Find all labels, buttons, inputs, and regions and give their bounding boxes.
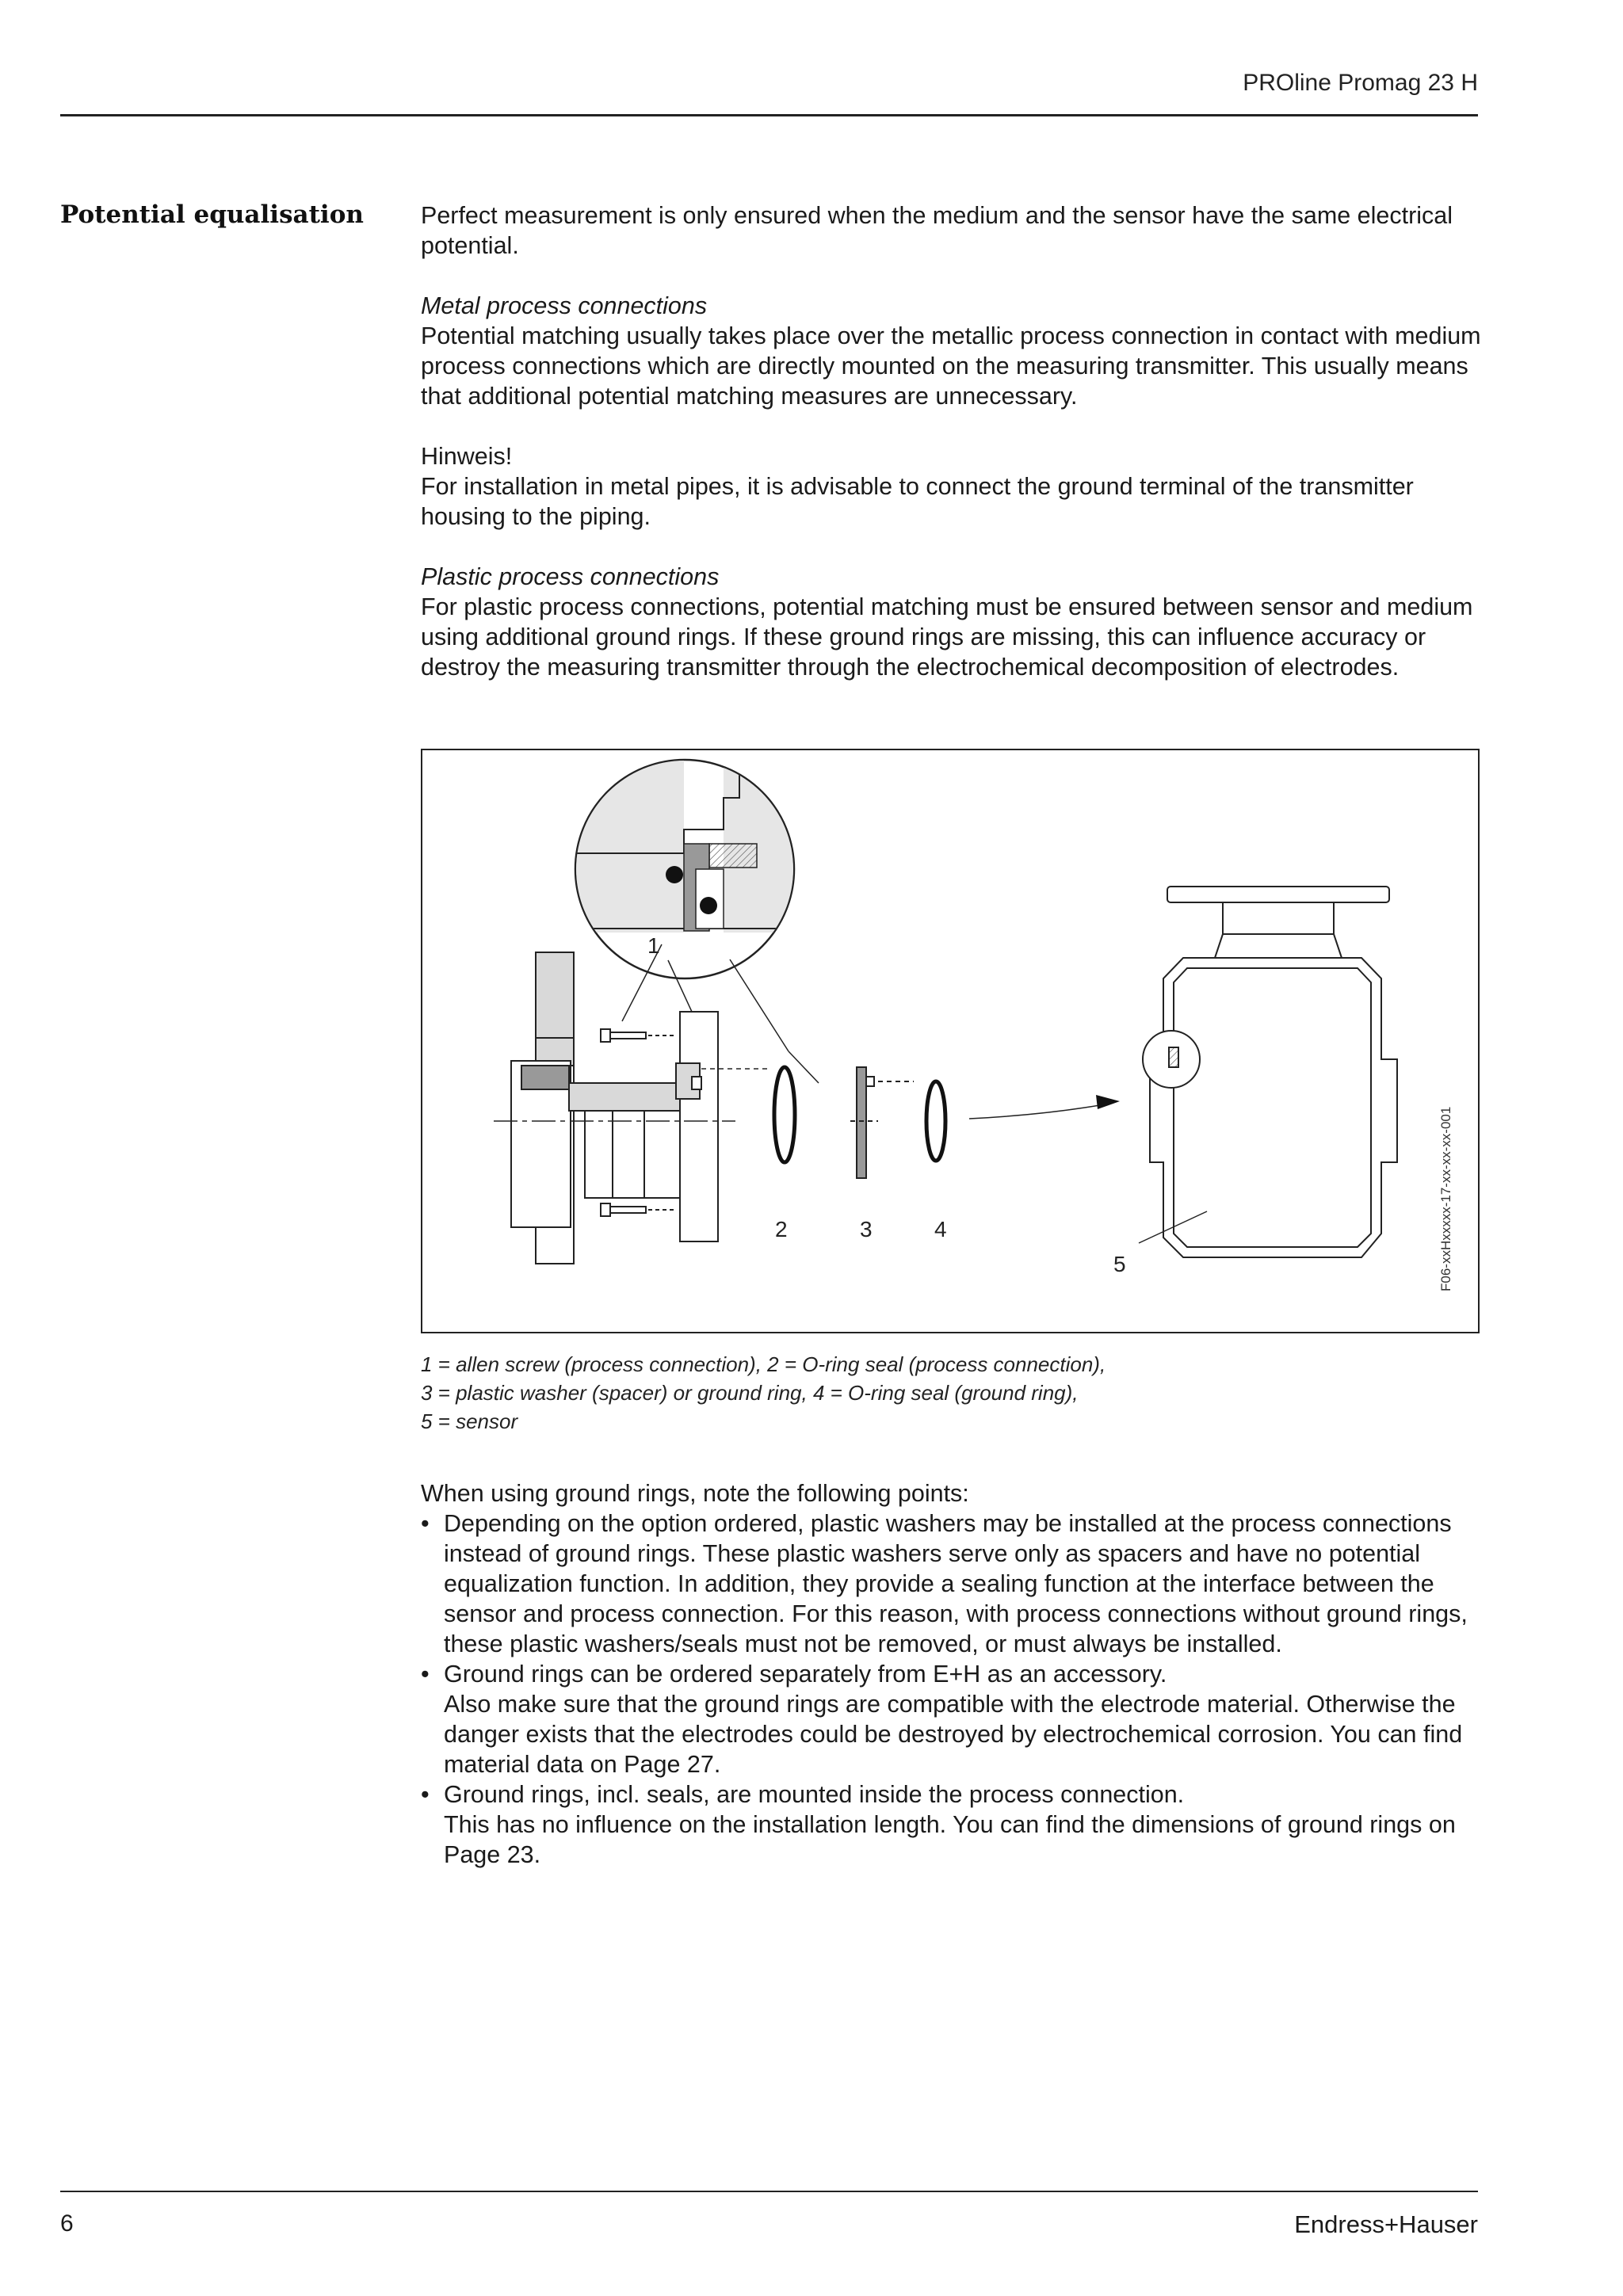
list-item: • Ground rings can be ordered separately from E+H as an accessory. Also make sure that the ground rings are compatible with the electrode material. Otherwise the danger exists that the electrodes could be destroyed by electrochemical corrosion. You can find material data on Page 27. [421,1659,1483,1779]
list-item: • Ground rings, incl. seals, are mounted inside the process connection. This has no influence on the installation length. You can find the dimensions of ground rings on Page 23. [421,1779,1483,1870]
note-paragraph: For installation in metal pipes, it is advisable to connect the ground terminal of the transmitter housing to the piping. [421,473,1414,530]
ground-rings-intro: When using ground rings, note the following points: [421,1480,969,1507]
label-3: 3 [860,1217,873,1241]
note-label: Hinweis! [421,443,513,470]
arrow-to-sensor [969,1103,1113,1119]
plastic-paragraph: For plastic process connections, potential matching must be ensured between sensor and medium using additional ground rings. If these ground rings are missing, this can influence accuracy or destroy the measuring transmitter through the electrochemical decomposition of electrodes. [421,593,1473,681]
caption-line: 5 = sensor [421,1409,518,1433]
running-header: PROline Promag 23 H [1243,70,1478,96]
sensor-body [1143,887,1397,1257]
ground-rings-notes [421,1478,1483,1870]
figure-id: F06-xxHxxxxx-17-xx-xx-xx-001 [1438,1106,1453,1291]
leader-magnifier [730,959,789,1051]
plastic-heading: Plastic process connections [421,563,720,590]
list-item: • Depending on the option ordered, plastic washers may be installed at the process connections instead of ground rings. These plastic washers serve only as spacers and have no potential equalization function. In addition, they provide a sealing function at the interface between the sensor and process connection. For this reason, with process connections without ground rings, these plastic washers/seals must not be removed, or must always be installed. [421,1508,1483,1659]
label-1: 1 [647,933,660,958]
section-heading: Potential equalisation [60,200,364,229]
figure-caption [421,1350,1483,1436]
o-ring-seal-icon [774,1067,795,1162]
ground-rings-list [421,1508,1483,1870]
caption-line: 3 = plastic washer (spacer) or ground ring, 4 = O-ring seal (ground ring), [421,1381,1079,1405]
o-ring-ground-ring-icon [926,1081,945,1161]
header-rule [60,114,1478,116]
label-4: 4 [934,1217,947,1241]
section-body [421,200,1483,682]
page-number: 6 [60,2210,74,2237]
installation-figure [421,749,1480,1333]
footer-brand: Endress+Hauser [1294,2210,1478,2238]
detail-magnifier [573,758,898,978]
figure-drawing [422,750,1481,1335]
footer-rule [60,2191,1478,2192]
metal-paragraph: Potential matching usually takes place over the metallic process connection in contact with medium process connections which are directly mounted on the measuring transmitter. This usually means that additional potential matching measures are unnecessary. [421,322,1481,410]
label-5: 5 [1113,1252,1126,1276]
metal-heading: Metal process connections [421,292,708,319]
intro-paragraph: Perfect measurement is only ensured when the medium and the sensor have the same electrical potential. [421,202,1453,259]
ground-ring-icon [850,1067,914,1178]
process-connection-flange [511,952,718,1264]
label-2: 2 [775,1217,788,1241]
caption-line: 1 = allen screw (process connection), 2 = O-ring seal (process connection), [421,1352,1106,1376]
